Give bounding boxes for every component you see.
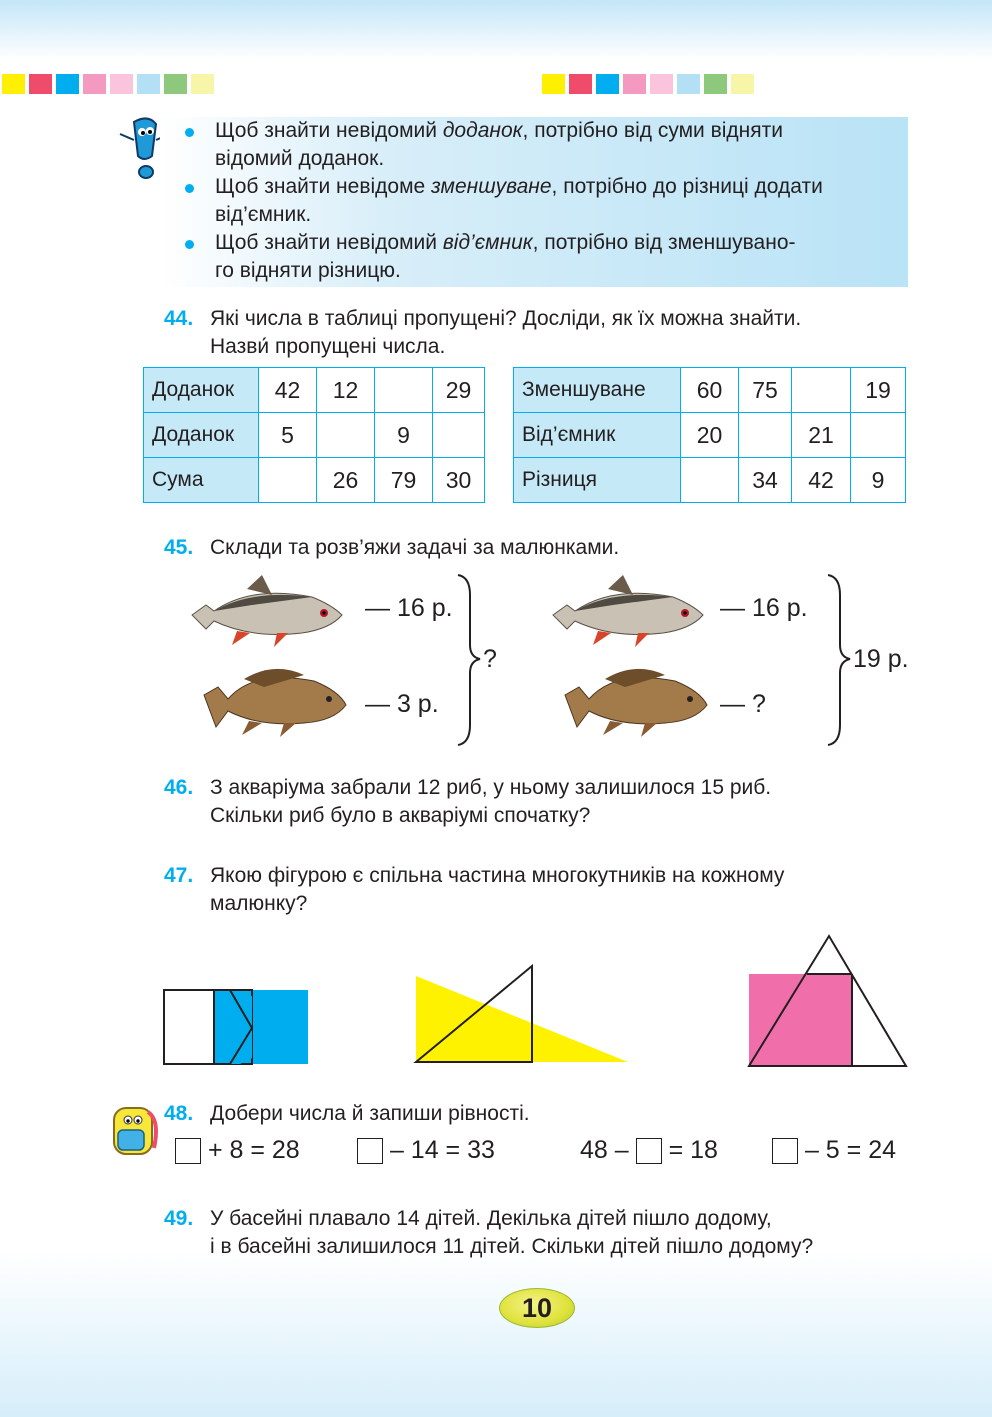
task-44-text	[210, 305, 910, 361]
strip-cell	[918, 72, 945, 96]
roach-fish-image	[192, 575, 342, 647]
strip-cell	[0, 72, 27, 96]
table-cell: 26	[317, 458, 375, 503]
table-cell: 42	[792, 458, 851, 503]
strip-cell	[243, 72, 270, 96]
table-cell: 79	[375, 458, 433, 503]
strip-cell	[189, 72, 216, 96]
task-47-text	[210, 862, 910, 918]
rule-term: доданок	[442, 119, 523, 142]
row-header: Зменшуване	[514, 368, 681, 413]
table-cell: 19	[851, 368, 906, 413]
strip-cell	[729, 72, 756, 96]
row-header: Доданок	[144, 413, 259, 458]
table-row	[514, 413, 906, 458]
task-line: Якою фігурою є спільна частина многокутників на кожному	[210, 864, 785, 887]
addition-table	[143, 367, 485, 503]
bullet-icon	[185, 184, 194, 193]
table-cell: 9	[851, 458, 906, 503]
roach-fish-image	[553, 575, 703, 647]
rule-text: , потрібно від суми відняти	[522, 119, 783, 142]
equation-text: = 18	[668, 1136, 718, 1164]
polygon-figures	[0, 930, 992, 1070]
table-cell: 20	[681, 413, 739, 458]
total-label: ?	[483, 645, 497, 673]
strip-cell	[513, 72, 540, 96]
task-line: Які числа в таблиці пропущені? Досліди, як їх можна знайти.	[210, 307, 802, 330]
subtraction-table	[513, 367, 906, 503]
bullet-icon	[185, 128, 194, 137]
rules-box	[160, 117, 908, 287]
strip-cell	[270, 72, 297, 96]
rule-text: Щоб знайти невідомий	[215, 119, 443, 142]
strip-cell	[459, 72, 486, 96]
task-number: 46.	[164, 776, 194, 799]
table-cell	[433, 413, 485, 458]
strip-cell	[945, 72, 972, 96]
table-cell: 29	[433, 368, 485, 413]
price-label: — ?	[720, 690, 766, 718]
table-cell	[681, 458, 739, 503]
rule-text: Щоб знайти невідомий	[215, 231, 443, 254]
task-number: 49.	[164, 1207, 194, 1230]
strip-cell	[108, 72, 135, 96]
row-header: Різниця	[514, 458, 681, 503]
strip-cell	[135, 72, 162, 96]
task-46-text	[210, 774, 910, 830]
decorative-color-strip	[0, 72, 992, 100]
equation-text: + 8 = 28	[207, 1136, 300, 1164]
strip-cell	[27, 72, 54, 96]
task-45-text: Склади та розв’яжи задачі за малюнками.	[210, 536, 620, 559]
page-number: 10	[499, 1288, 575, 1328]
equation-text: 48 –	[580, 1136, 629, 1164]
strip-cell	[648, 72, 675, 96]
strip-cell	[783, 72, 810, 96]
price-label: — 16 р.	[365, 594, 453, 622]
table-row	[514, 458, 906, 503]
task-line: У басейні плавало 14 дітей. Декілька дітей пішло додому,	[210, 1207, 772, 1230]
equation-3	[580, 1136, 718, 1165]
strip-cell	[540, 72, 567, 96]
task-line: і в басейні залишилося 11 дітей. Скільки дітей пішло додому?	[210, 1235, 814, 1258]
table-cell	[792, 368, 851, 413]
equation-text: – 14 = 33	[389, 1136, 495, 1164]
rule-text: від’ємник.	[215, 203, 312, 226]
strip-cell	[702, 72, 729, 96]
strip-cell	[837, 72, 864, 96]
equation-2	[357, 1136, 495, 1165]
equation-4	[772, 1136, 896, 1165]
rule-2	[215, 173, 823, 229]
price-label: — 16 р.	[720, 594, 808, 622]
strip-cell	[675, 72, 702, 96]
rule-1	[215, 117, 783, 173]
equation-1	[175, 1136, 300, 1165]
strip-cell	[297, 72, 324, 96]
answer-box[interactable]	[636, 1138, 662, 1164]
task-number: 45.	[164, 536, 194, 559]
task-49-text	[210, 1205, 910, 1261]
table-cell: 9	[375, 413, 433, 458]
strip-cell	[378, 72, 405, 96]
brace-left	[458, 575, 480, 745]
strip-cell	[621, 72, 648, 96]
row-header: Доданок	[144, 368, 259, 413]
table-cell: 60	[681, 368, 739, 413]
strip-cell	[351, 72, 378, 96]
task-line: Назви́ пропущені числа.	[210, 335, 446, 358]
answer-box[interactable]	[772, 1138, 798, 1164]
strip-cell	[864, 72, 891, 96]
rule-text: , потрібно від зменшувано-	[532, 231, 796, 254]
task-number: 47.	[164, 864, 194, 887]
strip-cell	[405, 72, 432, 96]
figure-3	[749, 936, 906, 1066]
strip-cell	[54, 72, 81, 96]
task-line: З акваріума забрали 12 риб, у ньому залишилося 15 риб.	[210, 776, 772, 799]
table-cell: 34	[739, 458, 792, 503]
task-line: малюнку?	[210, 892, 308, 915]
bullet-icon	[185, 240, 194, 249]
table-row	[514, 368, 906, 413]
strip-cell	[810, 72, 837, 96]
rule-text: го відняти різницю.	[215, 259, 401, 282]
strip-cell	[486, 72, 513, 96]
carp-fish-image	[204, 669, 346, 737]
strip-cell	[81, 72, 108, 96]
price-label: — 3 р.	[365, 690, 439, 718]
strip-cell	[756, 72, 783, 96]
equation-text: – 5 = 24	[804, 1136, 897, 1164]
table-cell	[259, 458, 317, 503]
strip-cell	[567, 72, 594, 96]
task-line: Скільки риб було в акваріумі спочатку?	[210, 804, 591, 827]
table-cell	[851, 413, 906, 458]
strip-cell	[216, 72, 243, 96]
task-number: 48.	[164, 1102, 194, 1125]
answer-box[interactable]	[175, 1138, 201, 1164]
rule-term: від’ємник	[442, 231, 533, 254]
table-cell: 42	[259, 368, 317, 413]
brace-right	[828, 575, 850, 745]
table-cell: 75	[739, 368, 792, 413]
rule-text: , потрібно до різниці додати	[551, 175, 823, 198]
answer-box[interactable]	[357, 1138, 383, 1164]
table-row	[144, 458, 485, 503]
table-cell	[317, 413, 375, 458]
table-cell: 12	[317, 368, 375, 413]
strip-cell	[162, 72, 189, 96]
table-cell	[739, 413, 792, 458]
strip-cell	[324, 72, 351, 96]
table-cell	[375, 368, 433, 413]
backpack-mascot-icon	[104, 1100, 162, 1160]
total-label: 19 р.	[853, 645, 909, 673]
carp-fish-image	[565, 669, 707, 737]
figure-1	[164, 990, 308, 1064]
row-header: Від’ємник	[514, 413, 681, 458]
strip-cell	[432, 72, 459, 96]
task-48-text: Добери числа й запиши рівності.	[210, 1102, 530, 1125]
rule-text: Щоб знайти невідоме	[215, 175, 432, 198]
strip-cell	[594, 72, 621, 96]
table-cell: 21	[792, 413, 851, 458]
table-cell: 5	[259, 413, 317, 458]
table-row	[144, 368, 485, 413]
table-cell: 30	[433, 458, 485, 503]
rule-text: відомий доданок.	[215, 147, 385, 170]
table-row	[144, 413, 485, 458]
strip-cell	[891, 72, 918, 96]
rule-3	[215, 229, 796, 285]
rule-term: зменшуване	[431, 175, 552, 198]
figure-2	[416, 966, 628, 1062]
strip-cell	[972, 72, 992, 96]
task-number: 44.	[164, 307, 194, 330]
row-header: Сума	[144, 458, 259, 503]
